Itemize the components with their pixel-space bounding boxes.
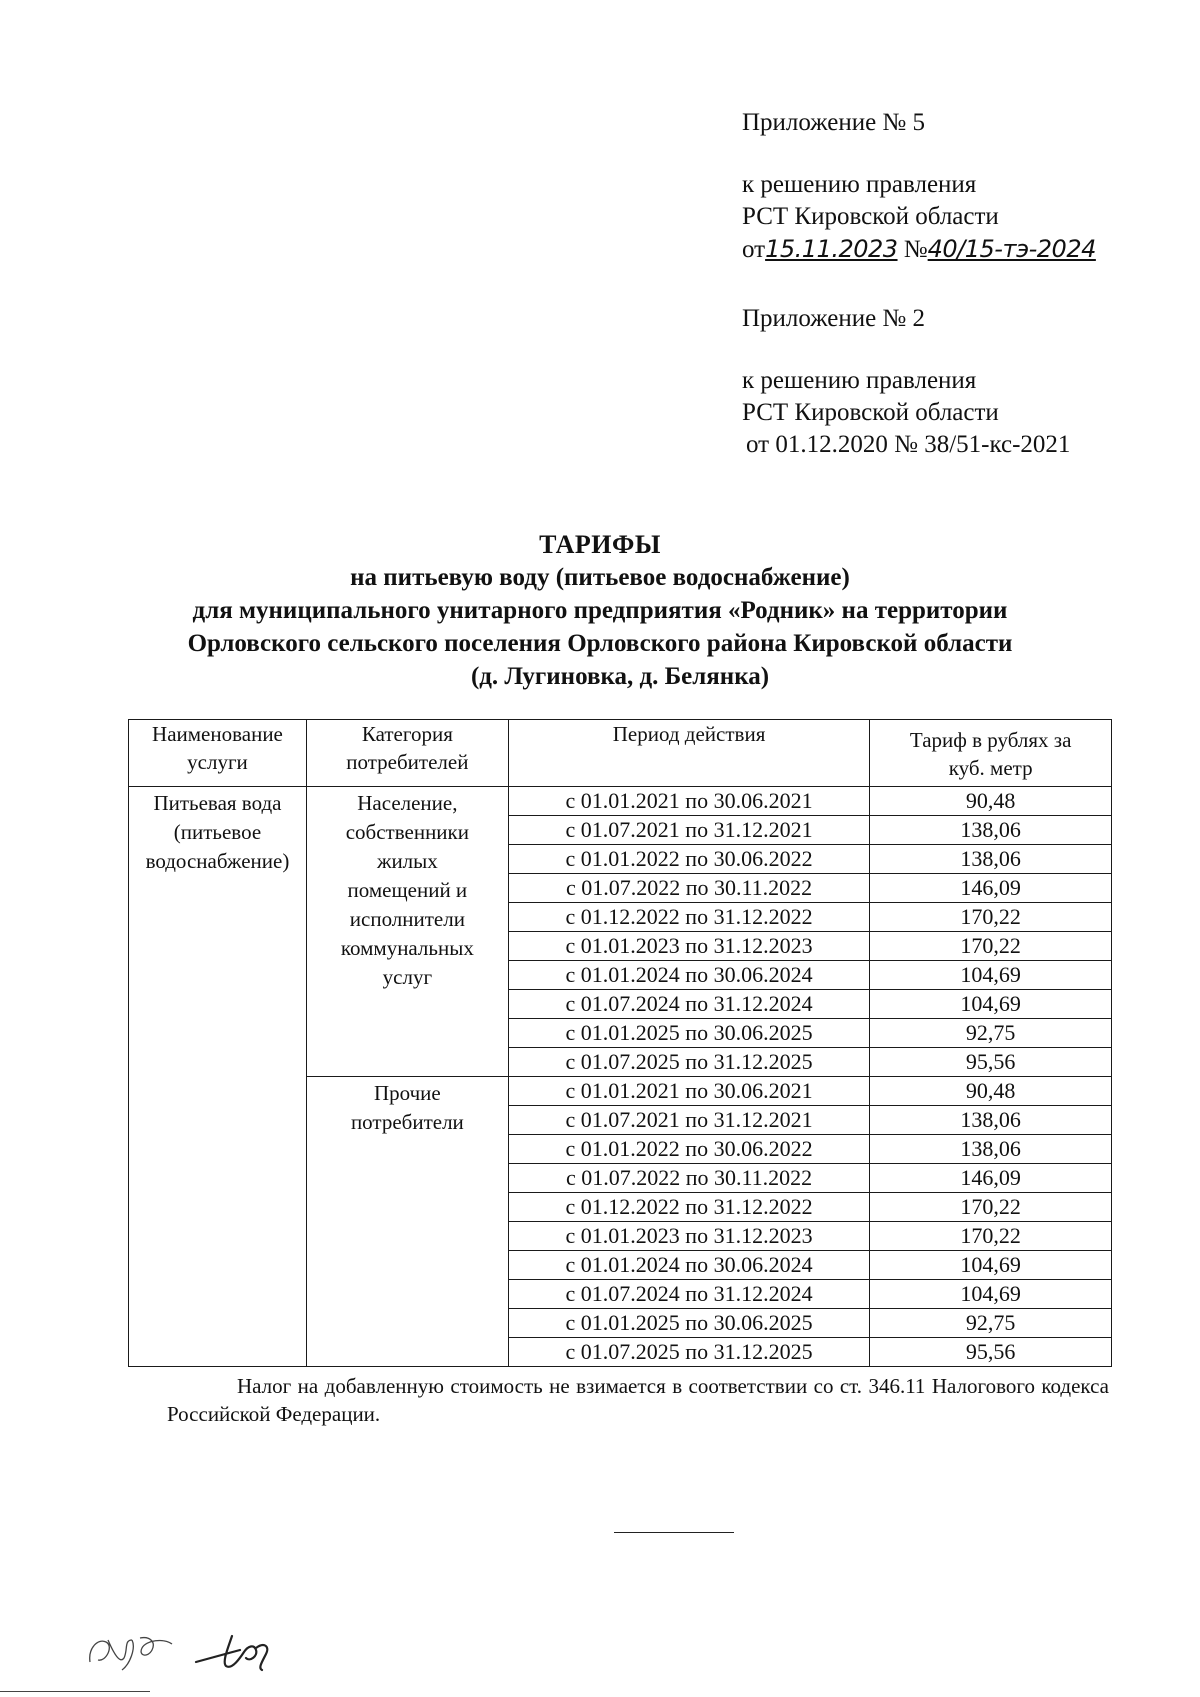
period-cell: с 01.07.2022 по 30.11.2022 — [508, 874, 870, 903]
tariff-cell: 95,56 — [870, 1338, 1112, 1367]
category-cell-population — [306, 787, 508, 1077]
category-line: жилых — [376, 849, 438, 873]
tariff-cell: 146,09 — [870, 874, 1112, 903]
bottom-edge-line — [0, 1691, 150, 1692]
category-line: коммунальных — [340, 936, 474, 960]
period-cell: с 01.07.2025 по 31.12.2025 — [508, 1338, 870, 1367]
category-line: помещений и — [347, 878, 468, 902]
appendix-2-line2: РСТ Кировской области — [742, 399, 999, 426]
tariff-cell: 170,22 — [870, 903, 1112, 932]
tariff-cell: 104,69 — [870, 1251, 1112, 1280]
header-period — [508, 720, 870, 787]
appendix-5-date-prefix: от — [742, 236, 766, 263]
period-cell: с 01.01.2022 по 30.06.2022 — [508, 845, 870, 874]
document-title — [0, 528, 1200, 693]
period-cell: с 01.01.2025 по 30.06.2025 — [508, 1019, 870, 1048]
title-line3: Орловского сельского поселения Орловского района Кировской области — [187, 630, 1013, 657]
period-cell: с 01.01.2024 по 30.06.2024 — [508, 1251, 870, 1280]
period-cell: с 01.01.2021 по 30.06.2021 — [508, 1077, 870, 1106]
header-service-line2: услуги — [187, 750, 248, 774]
tariff-cell: 146,09 — [870, 1164, 1112, 1193]
appendix-5-line2: РСТ Кировской области — [742, 203, 999, 230]
tariff-cell: 92,75 — [870, 1019, 1112, 1048]
table-row — [129, 787, 1112, 816]
category-line: собственники — [345, 820, 469, 844]
period-cell: с 01.01.2025 по 30.06.2025 — [508, 1309, 870, 1338]
appendix-2-line3: от 01.12.2020 № 38/51-кс-2021 — [746, 431, 1071, 458]
title-line2: для муниципального унитарного предприятия «Родник» на территории — [192, 597, 1008, 624]
period-cell: с 01.01.2021 по 30.06.2021 — [508, 787, 870, 816]
title-main: ТАРИФЫ — [539, 530, 661, 559]
tariff-cell: 138,06 — [870, 1135, 1112, 1164]
category-line: Население, — [357, 791, 458, 815]
period-cell: с 01.01.2022 по 30.06.2022 — [508, 1135, 870, 1164]
period-cell: с 01.07.2024 по 31.12.2024 — [508, 1280, 870, 1309]
appendix-2-line1: к решению правления — [742, 367, 977, 394]
appendix-2-block — [742, 303, 1070, 461]
service-line: Питьевая вода — [153, 791, 282, 815]
appendix-5-handwritten-number: 40/15-тэ-2024 — [927, 235, 1096, 263]
tariff-cell: 104,69 — [870, 1280, 1112, 1309]
header-tariff-line2: куб. метр — [948, 756, 1033, 780]
category-line: Прочие — [373, 1081, 441, 1105]
period-cell: с 01.12.2022 по 31.12.2022 — [508, 1193, 870, 1222]
header-service — [129, 720, 307, 787]
period-cell: с 01.07.2025 по 31.12.2025 — [508, 1048, 870, 1077]
appendix-5-number-prefix: № — [903, 236, 928, 263]
period-cell: с 01.01.2023 по 31.12.2023 — [508, 1222, 870, 1251]
end-divider — [614, 1532, 734, 1533]
appendix-5-title: Приложение № 5 — [742, 109, 926, 136]
tariff-cell: 170,22 — [870, 1222, 1112, 1251]
period-cell: с 01.07.2024 по 31.12.2024 — [508, 990, 870, 1019]
tariff-cell: 104,69 — [870, 990, 1112, 1019]
appendix-5-date-line — [742, 233, 1096, 266]
header-service-line1: Наименование — [152, 722, 283, 746]
period-cell: с 01.07.2021 по 31.12.2021 — [508, 816, 870, 845]
initials-signature — [84, 1628, 180, 1674]
title-line4: (д. Лугиновка, д. Белянка) — [470, 663, 770, 690]
category-cell-other — [306, 1077, 508, 1367]
period-cell: с 01.07.2021 по 31.12.2021 — [508, 1106, 870, 1135]
service-line: (питьевое — [173, 820, 262, 844]
period-cell: с 01.12.2022 по 31.12.2022 — [508, 903, 870, 932]
table-header-row — [129, 720, 1112, 787]
service-line: водоснабжение) — [145, 849, 290, 873]
service-cell — [129, 787, 307, 1367]
tariff-cell: 138,06 — [870, 816, 1112, 845]
category-line: потребители — [350, 1110, 464, 1134]
tariff-cell: 90,48 — [870, 787, 1112, 816]
appendix-5-block — [742, 107, 1096, 266]
tariff-cell: 95,56 — [870, 1048, 1112, 1077]
tariff-cell: 170,22 — [870, 1193, 1112, 1222]
appendix-2-title: Приложение № 2 — [742, 305, 926, 332]
header-category — [306, 720, 508, 787]
appendix-5-line1: к решению правления — [742, 171, 977, 198]
header-tariff-line1: Тариф в рублях за — [909, 728, 1072, 752]
tariff-cell: 104,69 — [870, 961, 1112, 990]
header-category-line1: Категория — [361, 722, 453, 746]
header-period-text: Период действия — [612, 722, 766, 746]
appendix-5-handwritten-date: 15.11.2023 — [765, 235, 898, 263]
title-line1: на питьевую воду (питьевое водоснабжение) — [350, 564, 850, 591]
tariff-table — [128, 719, 1112, 1367]
category-line: исполнители — [349, 907, 465, 931]
header-tariff — [870, 720, 1112, 787]
table-body — [129, 787, 1112, 1367]
tariff-cell: 138,06 — [870, 845, 1112, 874]
tariff-cell: 170,22 — [870, 932, 1112, 961]
header-category-line2: потребителей — [346, 750, 469, 774]
period-cell: с 01.01.2023 по 31.12.2023 — [508, 932, 870, 961]
tariff-cell: 92,75 — [870, 1309, 1112, 1338]
handwritten-signature — [192, 1628, 288, 1674]
period-cell: с 01.07.2022 по 30.11.2022 — [508, 1164, 870, 1193]
period-cell: с 01.01.2024 по 30.06.2024 — [508, 961, 870, 990]
category-line: услуг — [382, 965, 433, 989]
tariff-cell: 138,06 — [870, 1106, 1112, 1135]
tariff-cell: 90,48 — [870, 1077, 1112, 1106]
vat-note: Налог на добавленную стоимость не взимается в соответствии со ст. 346.11 Налогового кодекса Российской Федерации. — [167, 1374, 1109, 1426]
